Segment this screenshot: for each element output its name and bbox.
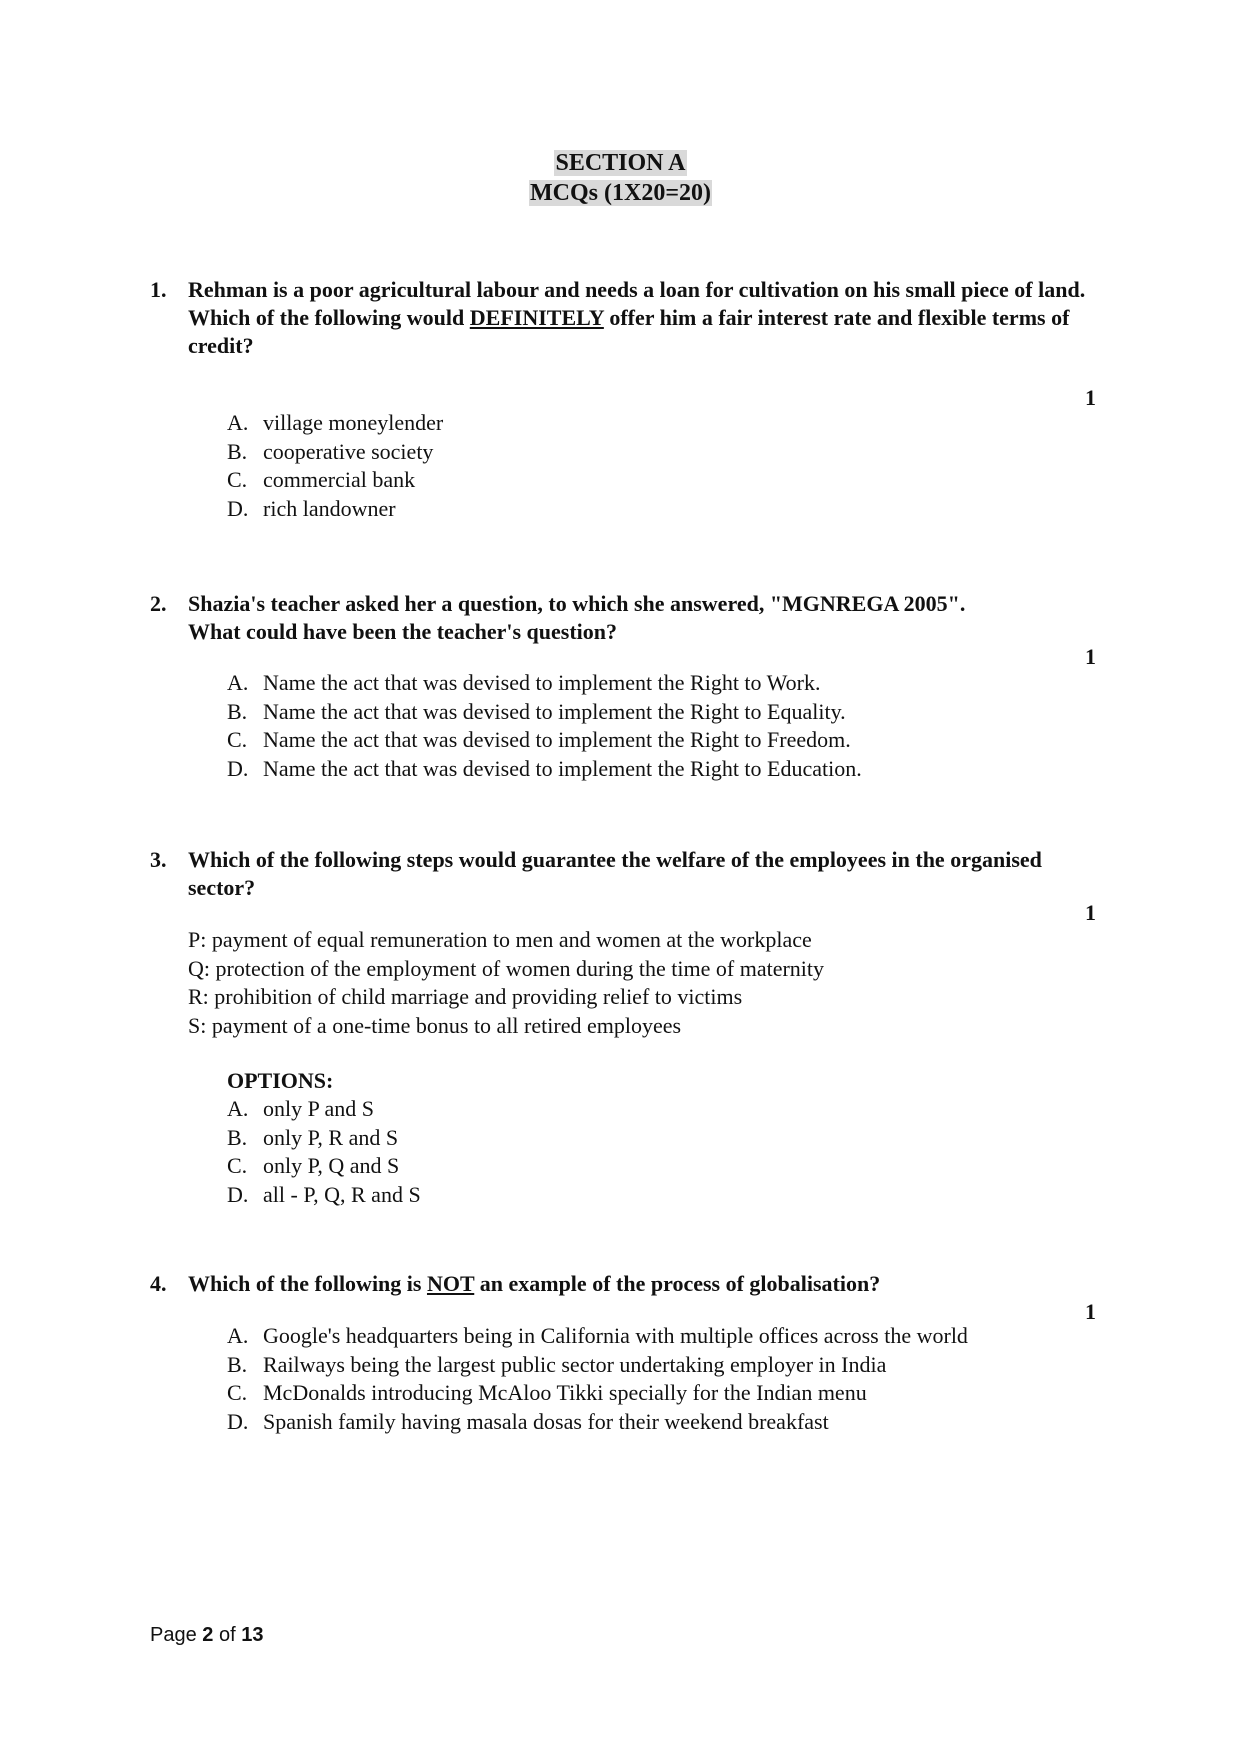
options-list: [227, 1322, 968, 1436]
option-d: D. rich landowner: [227, 495, 396, 521]
page-number: 2: [202, 1624, 214, 1646]
statement-s: S: payment of a one-time bonus to all retired employees: [188, 1012, 682, 1038]
question-stem: Rehman is a poor agricultural labour and needs a loan for cultivation on his small piece of land.: [188, 277, 1086, 302]
options-list: [227, 409, 443, 523]
option-d: D. Spanish family having masala dosas for their weekend breakfast: [227, 1408, 829, 1434]
marks: 1: [1085, 644, 1096, 669]
emphasis-word: NOT: [426, 1271, 475, 1296]
question-number: 2.: [150, 591, 167, 616]
emphasis-word: DEFINITELY: [469, 305, 604, 330]
option-c: C. Name the act that was devised to implement the Right to Freedom.: [227, 727, 851, 752]
option-b: B. cooperative society: [227, 438, 434, 464]
options-list: [227, 1095, 421, 1209]
question-text: Which of the following is NOT an example of the process of globalisation?: [188, 1271, 881, 1296]
option-d: D. Name the act that was devised to implement the Right to Education.: [227, 755, 862, 781]
option-b: B. only P, R and S: [227, 1124, 399, 1150]
option-a: A. only P and S: [227, 1096, 375, 1121]
option-b: B. Name the act that was devised to implement the Right to Equality.: [227, 698, 846, 724]
marks: 1: [1085, 385, 1096, 410]
options-list: [227, 669, 862, 783]
option-a: A. village moneylender: [227, 410, 444, 435]
page-total: 13: [241, 1624, 264, 1646]
section-subtitle: MCQs (1X20=20): [530, 180, 711, 206]
statement-q: Q: protection of the employment of women during the time of maternity: [188, 955, 825, 981]
statement-p: P: payment of equal remuneration to men and women at the workplace: [188, 927, 812, 952]
marks: 1: [1085, 1299, 1096, 1324]
option-b: B. Railways being the largest public sector undertaking employer in India: [227, 1351, 887, 1377]
question-number: 3.: [150, 847, 167, 872]
page-footer: Page 2 of 13: [150, 1624, 264, 1646]
question-text: Shazia's teacher asked her a question, to which she answered, "MGNREGA 2005". What could have been the teacher's question?: [188, 591, 966, 644]
option-a: A. Name the act that was devised to implement the Right to Work.: [227, 670, 821, 695]
statement-r: R: prohibition of child marriage and providing relief to victims: [188, 984, 743, 1009]
section-title: SECTION A: [555, 150, 686, 176]
question-number: 4.: [150, 1271, 167, 1296]
options-label: OPTIONS:: [227, 1068, 334, 1093]
question-text: Rehman is a poor agricultural labour and needs a loan for cultivation on his small piece of land. Which of the following would DEFINITELY offer him a fair interest rate and flexible terms of credit?: [188, 277, 1086, 358]
option-d: D. all - P, Q, R and S: [227, 1181, 421, 1207]
marks: 1: [1085, 900, 1096, 925]
statements-list: [188, 926, 824, 1040]
question-text: Which of the following steps would guarantee the welfare of the employees in the organised sector?: [188, 847, 1042, 900]
option-a: A. Google's headquarters being in California with multiple offices across the world: [227, 1323, 968, 1348]
option-c: C. commercial bank: [227, 467, 416, 492]
option-c: C. McDonalds introducing McAloo Tikki specially for the Indian menu: [227, 1380, 867, 1405]
section-heading: [0, 148, 1241, 208]
question-number: 1.: [150, 277, 167, 302]
option-c: C. only P, Q and S: [227, 1153, 400, 1178]
